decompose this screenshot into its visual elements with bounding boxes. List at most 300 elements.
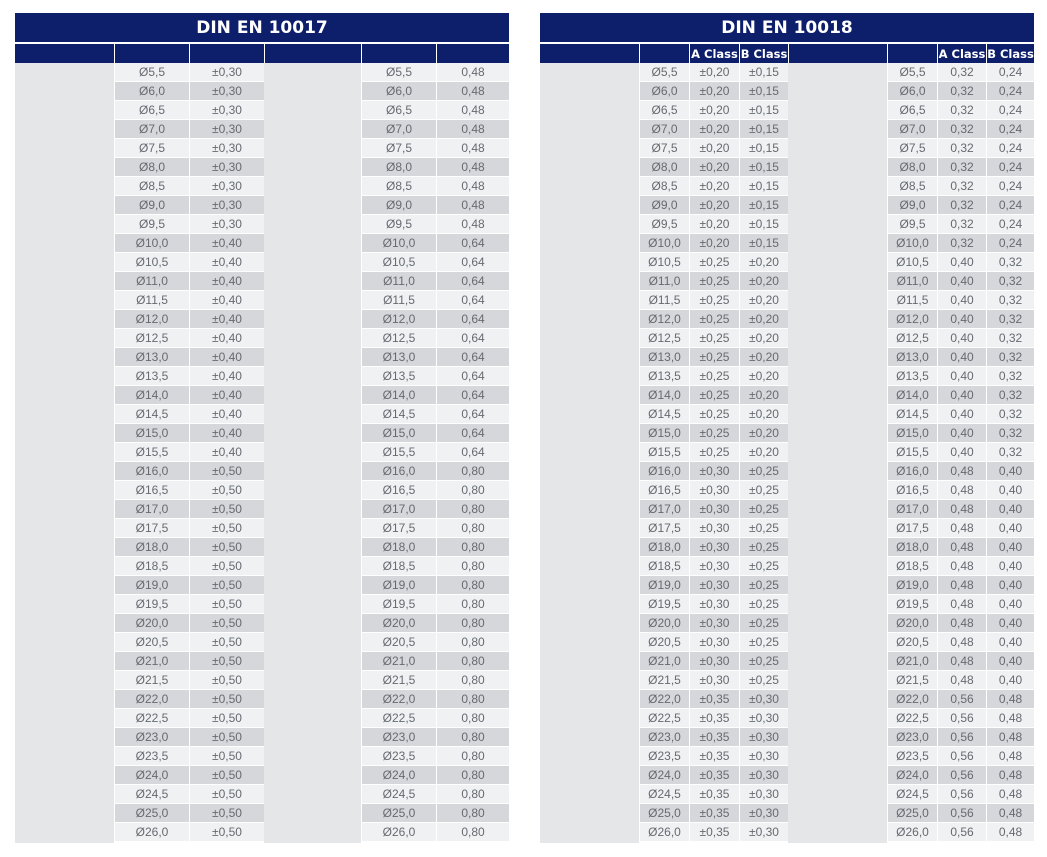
diameter-cell: Ø13,5 <box>639 367 689 386</box>
tolerance-a-cell: ±0,30 <box>689 538 739 557</box>
header-cell: B Class <box>986 44 1034 63</box>
diameter-cell: Ø16,5 <box>887 481 937 500</box>
diameter-cell: Ø13,0 <box>639 348 689 367</box>
diameter-cell: Ø19,5 <box>114 595 189 614</box>
ovality-a-cell: 0,48 <box>937 500 986 519</box>
ovality-b-cell: 0,40 <box>986 481 1034 500</box>
ovality-b-cell: 0,40 <box>986 671 1034 690</box>
ovality-b-cell: 0,24 <box>986 63 1034 82</box>
diameter-cell: Ø15,5 <box>887 443 937 462</box>
diameter-cell: Ø14,5 <box>114 405 189 424</box>
diameter-cell: Ø14,0 <box>887 386 937 405</box>
ovality-cell: 0,48 <box>436 82 509 101</box>
ovality-b-cell: 0,40 <box>986 595 1034 614</box>
header-cell <box>15 44 114 63</box>
ovality-b-cell: 0,40 <box>986 614 1034 633</box>
diameter-cell: Ø15,5 <box>361 443 436 462</box>
ovality-b-cell: 0,48 <box>986 728 1034 747</box>
ovality-cell: 0,64 <box>436 329 509 348</box>
diameter-cell: Ø24,5 <box>887 785 937 804</box>
ovality-b-cell: 0,32 <box>986 348 1034 367</box>
tolerance-cell: ±0,30 <box>189 215 264 234</box>
din-en-10018-title: DIN EN 10018 <box>540 13 1034 42</box>
din-en-10017-title: DIN EN 10017 <box>15 13 509 42</box>
tolerance-b-cell: ±0,20 <box>739 272 788 291</box>
ovality-cell: 0,64 <box>436 253 509 272</box>
din-en-10018-body <box>540 63 1034 843</box>
tolerance-b-cell: ±0,30 <box>739 804 788 823</box>
diameter-cell: Ø6,5 <box>114 101 189 120</box>
tolerance-cell: ±0,50 <box>189 671 264 690</box>
tolerance-a-cell: ±0,20 <box>689 158 739 177</box>
tolerance-a-cell: ±0,25 <box>689 348 739 367</box>
tolerance-b-cell: ±0,15 <box>739 139 788 158</box>
ovality-cell: 0,80 <box>436 538 509 557</box>
diameter-cell: Ø7,5 <box>887 139 937 158</box>
ovality-b-cell: 0,32 <box>986 272 1034 291</box>
diameter-cell: Ø20,5 <box>887 633 937 652</box>
tolerance-b-cell: ±0,15 <box>739 82 788 101</box>
diameter-cell: Ø5,5 <box>361 63 436 82</box>
ovality-cell: 0,80 <box>436 481 509 500</box>
diameter-cell: Ø24,0 <box>639 766 689 785</box>
ovality-b-cell: 0,40 <box>986 462 1034 481</box>
diameter-cell: Ø18,5 <box>639 557 689 576</box>
diameter-cell: Ø15,5 <box>639 443 689 462</box>
tolerance-b-cell: ±0,15 <box>739 63 788 82</box>
diameter-cell: Ø9,5 <box>361 215 436 234</box>
ovality-a-cell: 0,48 <box>937 481 986 500</box>
diameter-cell: Ø12,5 <box>887 329 937 348</box>
header-cell <box>887 44 937 63</box>
diameter-cell: Ø14,5 <box>361 405 436 424</box>
ovality-a-cell: 0,40 <box>937 424 986 443</box>
diameter-cell: Ø7,5 <box>361 139 436 158</box>
ovality-cell: 0,80 <box>436 728 509 747</box>
tolerance-cell: ±0,30 <box>189 177 264 196</box>
din-en-10018-header-row <box>540 44 1034 63</box>
ovality-b-cell: 0,40 <box>986 500 1034 519</box>
tolerance-a-cell: ±0,20 <box>689 101 739 120</box>
diameter-cell: Ø12,0 <box>639 310 689 329</box>
ovality-a-cell: 0,40 <box>937 386 986 405</box>
tolerance-b-cell: ±0,20 <box>739 310 788 329</box>
diameter-cell: Ø8,0 <box>887 158 937 177</box>
tolerance-b-cell: ±0,20 <box>739 291 788 310</box>
tolerance-b-cell: ±0,20 <box>739 443 788 462</box>
tolerance-cell: ±0,30 <box>189 120 264 139</box>
tolerance-a-cell: ±0,35 <box>689 709 739 728</box>
diameter-cell: Ø17,0 <box>361 500 436 519</box>
ovality-b-cell: 0,32 <box>986 253 1034 272</box>
tolerance-cell: ±0,50 <box>189 709 264 728</box>
diameter-cell: Ø5,5 <box>114 63 189 82</box>
tolerance-cell: ±0,40 <box>189 405 264 424</box>
header-cell <box>264 44 361 63</box>
ovality-a-cell: 0,40 <box>937 329 986 348</box>
diameter-cell: Ø21,5 <box>887 671 937 690</box>
diameter-cell: Ø9,5 <box>114 215 189 234</box>
diameter-cell: Ø17,0 <box>114 500 189 519</box>
tolerance-cell: ±0,40 <box>189 310 264 329</box>
ovality-cell: 0,80 <box>436 747 509 766</box>
ovality-cell: 0,80 <box>436 595 509 614</box>
empty-column <box>264 63 361 843</box>
diameter-cell: Ø17,0 <box>887 500 937 519</box>
diameter-cell: Ø8,5 <box>639 177 689 196</box>
tolerance-a-cell: ±0,25 <box>689 329 739 348</box>
diameter-cell: Ø11,0 <box>887 272 937 291</box>
diameter-cell: Ø14,0 <box>361 386 436 405</box>
diameter-cell: Ø8,0 <box>361 158 436 177</box>
tolerance-b-cell: ±0,30 <box>739 785 788 804</box>
diameter-cell: Ø17,0 <box>639 500 689 519</box>
diameter-cell: Ø8,5 <box>361 177 436 196</box>
diameter-cell: Ø6,5 <box>639 101 689 120</box>
diameter-cell: Ø22,0 <box>114 690 189 709</box>
ovality-a-cell: 0,48 <box>937 614 986 633</box>
tolerance-a-cell: ±0,35 <box>689 690 739 709</box>
diameter-cell: Ø7,0 <box>887 120 937 139</box>
tolerance-a-cell: ±0,25 <box>689 310 739 329</box>
diameter-cell: Ø18,5 <box>114 557 189 576</box>
ovality-cell: 0,80 <box>436 500 509 519</box>
diameter-cell: Ø26,0 <box>639 823 689 842</box>
ovality-a-cell: 0,40 <box>937 348 986 367</box>
ovality-cell: 0,64 <box>436 386 509 405</box>
diameter-cell: Ø22,5 <box>114 709 189 728</box>
tolerance-cell: ±0,50 <box>189 785 264 804</box>
ovality-cell: 0,64 <box>436 291 509 310</box>
ovality-cell: 0,80 <box>436 519 509 538</box>
diameter-cell: Ø24,0 <box>887 766 937 785</box>
ovality-a-cell: 0,48 <box>937 576 986 595</box>
tolerance-b-cell: ±0,25 <box>739 481 788 500</box>
tolerance-b-cell: ±0,15 <box>739 196 788 215</box>
ovality-cell: 0,64 <box>436 272 509 291</box>
tolerance-a-cell: ±0,30 <box>689 481 739 500</box>
tolerance-a-cell: ±0,30 <box>689 576 739 595</box>
diameter-cell: Ø16,5 <box>361 481 436 500</box>
tolerance-b-cell: ±0,20 <box>739 367 788 386</box>
tolerance-cell: ±0,50 <box>189 728 264 747</box>
tolerance-a-cell: ±0,30 <box>689 652 739 671</box>
diameter-cell: Ø13,0 <box>361 348 436 367</box>
diameter-cell: Ø17,5 <box>114 519 189 538</box>
diameter-cell: Ø16,5 <box>114 481 189 500</box>
ovality-a-cell: 0,32 <box>937 63 986 82</box>
ovality-b-cell: 0,32 <box>986 443 1034 462</box>
tolerance-cell: ±0,40 <box>189 348 264 367</box>
tolerance-cell: ±0,50 <box>189 614 264 633</box>
tolerance-cell: ±0,50 <box>189 633 264 652</box>
ovality-a-cell: 0,40 <box>937 405 986 424</box>
diameter-cell: Ø9,0 <box>639 196 689 215</box>
diameter-cell: Ø7,0 <box>114 120 189 139</box>
diameter-cell: Ø21,0 <box>887 652 937 671</box>
diameter-cell: Ø22,0 <box>361 690 436 709</box>
tolerance-cell: ±0,50 <box>189 595 264 614</box>
ovality-cell: 0,48 <box>436 158 509 177</box>
diameter-cell: Ø11,5 <box>114 291 189 310</box>
empty-column <box>540 63 639 843</box>
tolerance-b-cell: ±0,25 <box>739 614 788 633</box>
diameter-cell: Ø12,5 <box>639 329 689 348</box>
diameter-cell: Ø6,5 <box>887 101 937 120</box>
diameter-cell: Ø11,5 <box>361 291 436 310</box>
tolerance-b-cell: ±0,25 <box>739 652 788 671</box>
diameter-cell: Ø20,0 <box>887 614 937 633</box>
din-en-10018-panel <box>540 13 1034 843</box>
ovality-cell: 0,64 <box>436 405 509 424</box>
diameter-cell: Ø22,0 <box>639 690 689 709</box>
ovality-b-cell: 0,32 <box>986 424 1034 443</box>
tolerance-a-cell: ±0,20 <box>689 177 739 196</box>
tolerance-cell: ±0,30 <box>189 196 264 215</box>
tolerance-cell: ±0,40 <box>189 424 264 443</box>
diameter-cell: Ø25,0 <box>887 804 937 823</box>
ovality-a-cell: 0,40 <box>937 443 986 462</box>
tolerance-b-cell: ±0,30 <box>739 690 788 709</box>
ovality-cell: 0,80 <box>436 557 509 576</box>
diameter-cell: Ø22,0 <box>887 690 937 709</box>
ovality-a-cell: 0,48 <box>937 557 986 576</box>
tolerance-cell: ±0,30 <box>189 101 264 120</box>
diameter-cell: Ø20,5 <box>361 633 436 652</box>
ovality-b-cell: 0,32 <box>986 386 1034 405</box>
diameter-cell: Ø18,0 <box>114 538 189 557</box>
diameter-cell: Ø25,0 <box>639 804 689 823</box>
ovality-cell: 0,48 <box>436 63 509 82</box>
ovality-a-cell: 0,48 <box>937 595 986 614</box>
ovality-b-cell: 0,48 <box>986 823 1034 842</box>
diameter-cell: Ø10,0 <box>887 234 937 253</box>
tolerance-cell: ±0,50 <box>189 747 264 766</box>
tolerance-b-cell: ±0,20 <box>739 348 788 367</box>
tolerance-cell: ±0,40 <box>189 443 264 462</box>
ovality-cell: 0,80 <box>436 671 509 690</box>
ovality-b-cell: 0,48 <box>986 766 1034 785</box>
ovality-cell: 0,80 <box>436 823 509 842</box>
diameter-cell: Ø13,0 <box>114 348 189 367</box>
diameter-cell: Ø23,0 <box>361 728 436 747</box>
diameter-cell: Ø18,0 <box>887 538 937 557</box>
diameter-cell: Ø15,0 <box>361 424 436 443</box>
tolerance-a-cell: ±0,20 <box>689 196 739 215</box>
diameter-cell: Ø9,0 <box>114 196 189 215</box>
ovality-cell: 0,48 <box>436 196 509 215</box>
diameter-cell: Ø20,5 <box>114 633 189 652</box>
ovality-cell: 0,64 <box>436 310 509 329</box>
tolerance-a-cell: ±0,25 <box>689 405 739 424</box>
diameter-cell: Ø20,5 <box>639 633 689 652</box>
diameter-cell: Ø21,0 <box>639 652 689 671</box>
ovality-a-cell: 0,32 <box>937 196 986 215</box>
ovality-b-cell: 0,48 <box>986 747 1034 766</box>
ovality-cell: 0,80 <box>436 804 509 823</box>
diameter-cell: Ø26,0 <box>887 823 937 842</box>
tolerance-b-cell: ±0,25 <box>739 519 788 538</box>
diameter-cell: Ø17,5 <box>361 519 436 538</box>
tolerance-b-cell: ±0,20 <box>739 405 788 424</box>
ovality-a-cell: 0,32 <box>937 234 986 253</box>
diameter-cell: Ø25,0 <box>361 804 436 823</box>
diameter-cell: Ø24,0 <box>114 766 189 785</box>
diameter-cell: Ø23,5 <box>114 747 189 766</box>
ovality-a-cell: 0,56 <box>937 823 986 842</box>
tolerance-a-cell: ±0,25 <box>689 291 739 310</box>
diameter-cell: Ø9,0 <box>887 196 937 215</box>
ovality-b-cell: 0,48 <box>986 690 1034 709</box>
ovality-a-cell: 0,32 <box>937 101 986 120</box>
tolerance-cell: ±0,40 <box>189 367 264 386</box>
tolerance-cell: ±0,40 <box>189 386 264 405</box>
tolerance-a-cell: ±0,20 <box>689 215 739 234</box>
ovality-b-cell: 0,48 <box>986 785 1034 804</box>
header-cell: B Class <box>739 44 788 63</box>
ovality-a-cell: 0,32 <box>937 120 986 139</box>
diameter-cell: Ø10,5 <box>114 253 189 272</box>
diameter-cell: Ø23,0 <box>887 728 937 747</box>
diameter-cell: Ø6,0 <box>361 82 436 101</box>
tolerance-a-cell: ±0,35 <box>689 766 739 785</box>
ovality-b-cell: 0,32 <box>986 329 1034 348</box>
diameter-cell: Ø12,0 <box>114 310 189 329</box>
ovality-a-cell: 0,48 <box>937 652 986 671</box>
tolerance-cell: ±0,50 <box>189 538 264 557</box>
tolerance-cell: ±0,50 <box>189 804 264 823</box>
tolerance-b-cell: ±0,20 <box>739 386 788 405</box>
tolerance-cell: ±0,50 <box>189 766 264 785</box>
ovality-b-cell: 0,40 <box>986 519 1034 538</box>
ovality-a-cell: 0,32 <box>937 158 986 177</box>
ovality-cell: 0,80 <box>436 766 509 785</box>
tolerance-cell: ±0,50 <box>189 557 264 576</box>
ovality-b-cell: 0,24 <box>986 82 1034 101</box>
tolerance-b-cell: ±0,30 <box>739 747 788 766</box>
ovality-cell: 0,80 <box>436 785 509 804</box>
diameter-cell: Ø13,5 <box>361 367 436 386</box>
ovality-a-cell: 0,32 <box>937 139 986 158</box>
diameter-cell: Ø11,0 <box>639 272 689 291</box>
ovality-cell: 0,80 <box>436 614 509 633</box>
tolerance-a-cell: ±0,35 <box>689 804 739 823</box>
diameter-cell: Ø12,5 <box>114 329 189 348</box>
tolerance-b-cell: ±0,25 <box>739 595 788 614</box>
diameter-cell: Ø24,5 <box>361 785 436 804</box>
ovality-a-cell: 0,56 <box>937 728 986 747</box>
diameter-cell: Ø11,5 <box>887 291 937 310</box>
tolerance-a-cell: ±0,35 <box>689 728 739 747</box>
header-cell <box>788 44 887 63</box>
tolerance-b-cell: ±0,30 <box>739 823 788 842</box>
header-cell <box>114 44 189 63</box>
diameter-cell: Ø6,0 <box>887 82 937 101</box>
diameter-cell: Ø12,0 <box>887 310 937 329</box>
ovality-b-cell: 0,24 <box>986 215 1034 234</box>
tolerance-b-cell: ±0,15 <box>739 158 788 177</box>
tolerance-b-cell: ±0,25 <box>739 671 788 690</box>
ovality-a-cell: 0,40 <box>937 310 986 329</box>
diameter-cell: Ø8,0 <box>114 158 189 177</box>
diameter-cell: Ø17,5 <box>639 519 689 538</box>
din-en-10018-table <box>540 44 1034 843</box>
tolerance-a-cell: ±0,25 <box>689 272 739 291</box>
diameter-cell: Ø20,0 <box>114 614 189 633</box>
tolerance-a-cell: ±0,25 <box>689 386 739 405</box>
ovality-b-cell: 0,32 <box>986 291 1034 310</box>
tolerance-cell: ±0,40 <box>189 291 264 310</box>
tolerance-b-cell: ±0,20 <box>739 424 788 443</box>
diameter-cell: Ø6,0 <box>114 82 189 101</box>
ovality-a-cell: 0,48 <box>937 519 986 538</box>
tolerance-b-cell: ±0,25 <box>739 538 788 557</box>
ovality-b-cell: 0,40 <box>986 538 1034 557</box>
ovality-a-cell: 0,48 <box>937 671 986 690</box>
header-cell <box>639 44 689 63</box>
diameter-cell: Ø13,5 <box>114 367 189 386</box>
header-cell: A Class <box>689 44 739 63</box>
tolerance-a-cell: ±0,35 <box>689 785 739 804</box>
diameter-cell: Ø21,5 <box>639 671 689 690</box>
diameter-cell: Ø8,0 <box>639 158 689 177</box>
diameter-cell: Ø10,0 <box>639 234 689 253</box>
diameter-cell: Ø10,0 <box>361 234 436 253</box>
tolerance-a-cell: ±0,30 <box>689 671 739 690</box>
ovality-cell: 0,80 <box>436 709 509 728</box>
empty-column <box>788 63 887 843</box>
diameter-cell: Ø11,5 <box>639 291 689 310</box>
diameter-cell: Ø25,0 <box>114 804 189 823</box>
diameter-cell: Ø20,0 <box>361 614 436 633</box>
tolerance-a-cell: ±0,20 <box>689 63 739 82</box>
din-en-10017-body <box>15 63 509 843</box>
diameter-cell: Ø11,0 <box>114 272 189 291</box>
ovality-a-cell: 0,56 <box>937 709 986 728</box>
tolerance-a-cell: ±0,30 <box>689 614 739 633</box>
ovality-b-cell: 0,48 <box>986 804 1034 823</box>
diameter-cell: Ø16,0 <box>361 462 436 481</box>
diameter-cell: Ø21,5 <box>361 671 436 690</box>
ovality-a-cell: 0,32 <box>937 177 986 196</box>
din-en-10017-table <box>15 44 509 843</box>
empty-column <box>15 63 114 843</box>
tolerance-a-cell: ±0,20 <box>689 139 739 158</box>
ovality-b-cell: 0,32 <box>986 310 1034 329</box>
diameter-cell: Ø14,5 <box>887 405 937 424</box>
diameter-cell: Ø18,5 <box>361 557 436 576</box>
ovality-b-cell: 0,40 <box>986 576 1034 595</box>
diameter-cell: Ø26,0 <box>114 823 189 842</box>
diameter-cell: Ø5,5 <box>887 63 937 82</box>
diameter-cell: Ø24,0 <box>361 766 436 785</box>
diameter-cell: Ø19,5 <box>361 595 436 614</box>
ovality-cell: 0,80 <box>436 690 509 709</box>
diameter-cell: Ø19,0 <box>887 576 937 595</box>
ovality-b-cell: 0,48 <box>986 709 1034 728</box>
diameter-cell: Ø14,0 <box>639 386 689 405</box>
tolerance-b-cell: ±0,25 <box>739 557 788 576</box>
ovality-b-cell: 0,32 <box>986 367 1034 386</box>
diameter-cell: Ø12,5 <box>361 329 436 348</box>
tolerance-a-cell: ±0,25 <box>689 424 739 443</box>
diameter-cell: Ø26,0 <box>361 823 436 842</box>
tolerance-cell: ±0,50 <box>189 500 264 519</box>
diameter-cell: Ø19,0 <box>114 576 189 595</box>
tolerance-b-cell: ±0,25 <box>739 633 788 652</box>
tolerance-b-cell: ±0,30 <box>739 766 788 785</box>
diameter-cell: Ø16,0 <box>114 462 189 481</box>
